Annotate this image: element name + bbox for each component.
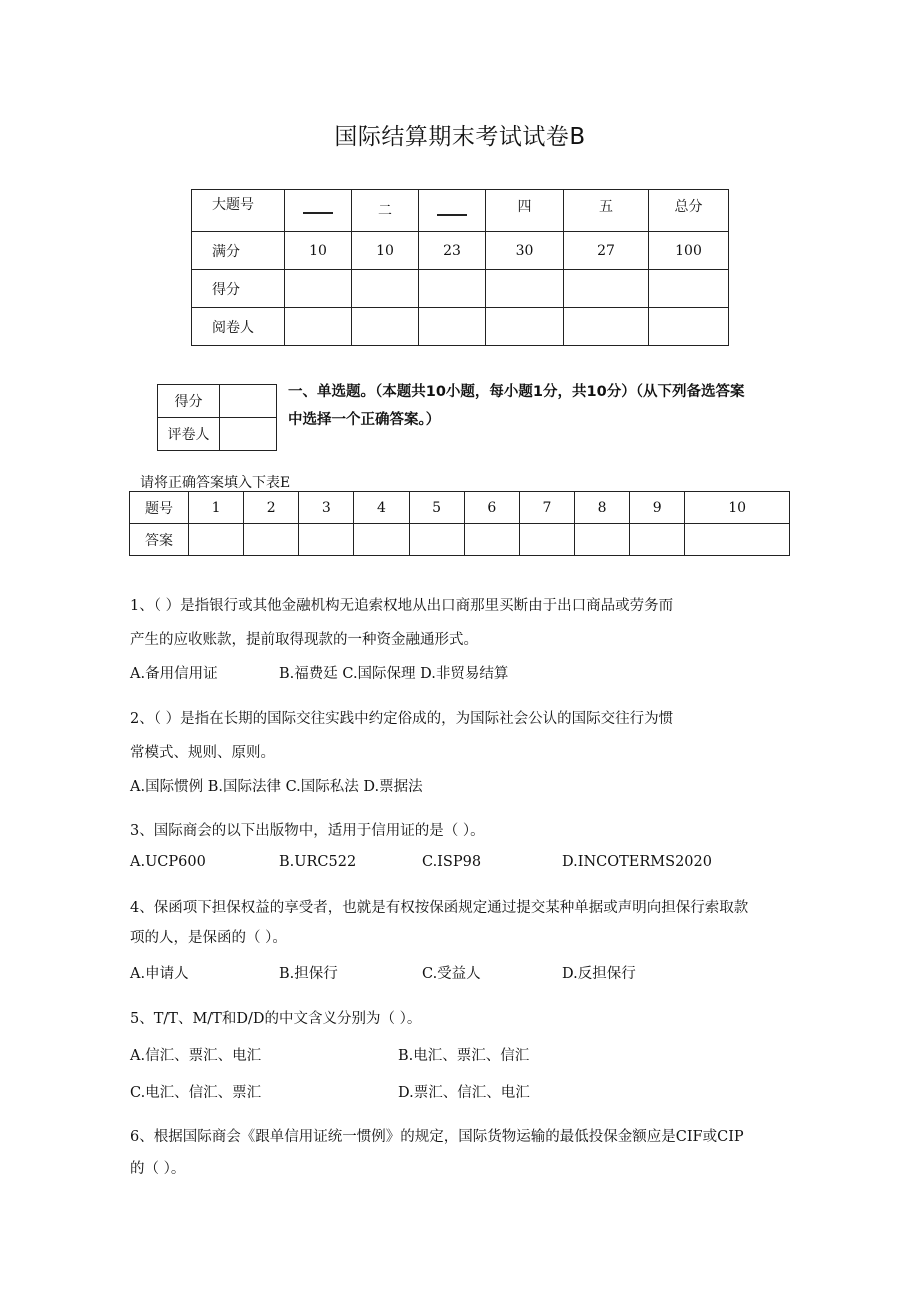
- question-4-line1: 4、保函项下担保权益的享受者，也就是有权按保函规定通过提交某种单据或声明向担保行索取款: [130, 900, 749, 916]
- earned-score-label: 得分: [192, 270, 285, 308]
- full-score-label: 满分: [192, 232, 285, 270]
- question-number-cell: 4: [354, 492, 409, 524]
- reviewer-label: 阅卷人: [192, 308, 285, 346]
- full-score-cell: 30: [486, 232, 564, 270]
- answer-cell[interactable]: [519, 524, 574, 556]
- full-score-row: [192, 232, 729, 270]
- answer-row: [130, 524, 790, 556]
- question-1-options: [130, 662, 830, 682]
- question-5-options-row2: [130, 1081, 830, 1101]
- score-table: [191, 189, 729, 346]
- header-cell-2: 二: [352, 190, 419, 232]
- answer-cell[interactable]: [574, 524, 629, 556]
- section-grader-box: [157, 384, 277, 451]
- option[interactable]: A.UCP600: [130, 854, 206, 870]
- option[interactable]: B.担保行: [279, 966, 338, 982]
- header-dash-3: [437, 214, 467, 216]
- answer-cell[interactable]: [244, 524, 299, 556]
- option[interactable]: A.信汇、票汇、电汇: [130, 1048, 262, 1064]
- full-score-cell: 10: [285, 232, 352, 270]
- question-number-cell: 9: [630, 492, 685, 524]
- answer-cell[interactable]: [630, 524, 685, 556]
- question-2-line1: 2、（ ）是指在长期的国际交往实践中约定俗成的，为国际社会公认的国际交往行为惯: [130, 711, 674, 727]
- option[interactable]: C.电汇、信汇、票汇: [130, 1085, 262, 1101]
- question-5-options-row1: [130, 1044, 830, 1064]
- reviewer-cell[interactable]: [419, 308, 486, 346]
- question-number-row: [130, 492, 790, 524]
- question-1: [130, 596, 673, 650]
- reviewer-row: [192, 308, 729, 346]
- option[interactable]: A.国际惯例 B.国际法律 C.国际私法 D.票据法: [130, 779, 423, 795]
- question-3-line1: 3、国际商会的以下出版物中，适用于信用证的是（ ）。: [130, 823, 485, 839]
- answer-instruction: 请将正确答案填入下表E: [140, 475, 291, 491]
- section-grader-label: 评卷人: [158, 418, 220, 451]
- reviewer-cell[interactable]: [285, 308, 352, 346]
- full-score-cell: 100: [649, 232, 729, 270]
- option[interactable]: A.申请人: [130, 966, 189, 982]
- option[interactable]: C.受益人: [422, 966, 481, 982]
- question-number-cell: 2: [244, 492, 299, 524]
- question-number-label: 题号: [130, 492, 189, 524]
- question-6-line1: 6、根据国际商会《跟单信用证统一惯例》的规定，国际货物运输的最低投保金额应是CIF或CIP: [130, 1129, 744, 1145]
- question-number-cell: 7: [519, 492, 574, 524]
- question-3-options: [130, 854, 830, 874]
- section-score-cell[interactable]: [220, 385, 277, 418]
- question-number-cell: 10: [685, 492, 790, 524]
- question-number-cell: 6: [464, 492, 519, 524]
- question-2: [130, 709, 673, 763]
- answer-cell[interactable]: [189, 524, 244, 556]
- question-1-line2: 产生的应收账款，提前取得现款的一种资金融通形式。: [130, 632, 478, 648]
- question-4-line2: 项的人，是保函的（ ）。: [130, 930, 287, 946]
- question-1-line1: 1、（ ）是指银行或其他金融机构无追索权地从出口商那里买断由于出口商品或劳务而: [130, 598, 674, 614]
- earned-score-cell[interactable]: [419, 270, 486, 308]
- answer-label: 答案: [130, 524, 189, 556]
- option[interactable]: B.URC522: [279, 854, 357, 870]
- answer-cell[interactable]: [354, 524, 409, 556]
- question-6-line2: 的（ ）。: [130, 1161, 186, 1177]
- score-table-header-row: [192, 190, 729, 232]
- question-number-cell: 5: [409, 492, 464, 524]
- option[interactable]: A.备用信用证: [130, 666, 218, 682]
- section-heading: [288, 378, 798, 434]
- header-cell-4: 四: [486, 190, 564, 232]
- option[interactable]: D.INCOTERMS2020: [562, 854, 712, 870]
- reviewer-cell[interactable]: [486, 308, 564, 346]
- full-score-cell: 27: [564, 232, 649, 270]
- earned-score-cell[interactable]: [564, 270, 649, 308]
- earned-score-cell[interactable]: [352, 270, 419, 308]
- full-score-cell: 23: [419, 232, 486, 270]
- section-heading-line2: 中选择一个正确答案。）: [288, 412, 441, 428]
- question-4: [130, 898, 748, 948]
- answer-cell[interactable]: [464, 524, 519, 556]
- header-dash-1: [303, 212, 333, 214]
- question-5: [130, 1009, 421, 1029]
- reviewer-cell[interactable]: [564, 308, 649, 346]
- header-cell-section-number: 大题号: [192, 190, 285, 232]
- section-heading-line1: 一、单选题。（本题共10小题，每小题1分，共10分）（从下列备选答案: [288, 384, 745, 400]
- option[interactable]: B.电汇、票汇、信汇: [398, 1048, 530, 1064]
- question-4-options: [130, 962, 830, 982]
- question-number-cell: 8: [574, 492, 629, 524]
- option[interactable]: D.反担保行: [562, 966, 636, 982]
- question-5-line1: 5、T/T、M/T和D/D的中文含义分别为（ ）。: [130, 1011, 422, 1027]
- question-3: [130, 821, 485, 841]
- answer-cell[interactable]: [409, 524, 464, 556]
- question-number-cell: 1: [189, 492, 244, 524]
- answer-table: [129, 491, 790, 556]
- reviewer-cell[interactable]: [352, 308, 419, 346]
- full-score-cell: 10: [352, 232, 419, 270]
- reviewer-cell[interactable]: [649, 308, 729, 346]
- question-2-options: [130, 775, 830, 795]
- option[interactable]: B.福费廷 C.国际保理 D.非贸易结算: [279, 666, 509, 682]
- answer-cell[interactable]: [685, 524, 790, 556]
- question-number-cell: 3: [299, 492, 354, 524]
- page-title: 国际结算期末考试试卷B: [334, 124, 586, 150]
- header-cell-3: [419, 190, 486, 232]
- option[interactable]: C.ISP98: [422, 854, 482, 870]
- section-grader-cell[interactable]: [220, 418, 277, 451]
- header-cell-1: [285, 190, 352, 232]
- option[interactable]: D.票汇、信汇、电汇: [398, 1085, 530, 1101]
- section-score-label: 得分: [158, 385, 220, 418]
- question-2-line2: 常模式、规则、原则。: [130, 745, 275, 761]
- answer-cell[interactable]: [299, 524, 354, 556]
- earned-score-row: [192, 270, 729, 308]
- earned-score-cell[interactable]: [649, 270, 729, 308]
- earned-score-cell[interactable]: [486, 270, 564, 308]
- header-cell-total: 总分: [649, 190, 729, 232]
- question-6: [130, 1127, 744, 1179]
- earned-score-cell[interactable]: [285, 270, 352, 308]
- header-cell-5: 五: [564, 190, 649, 232]
